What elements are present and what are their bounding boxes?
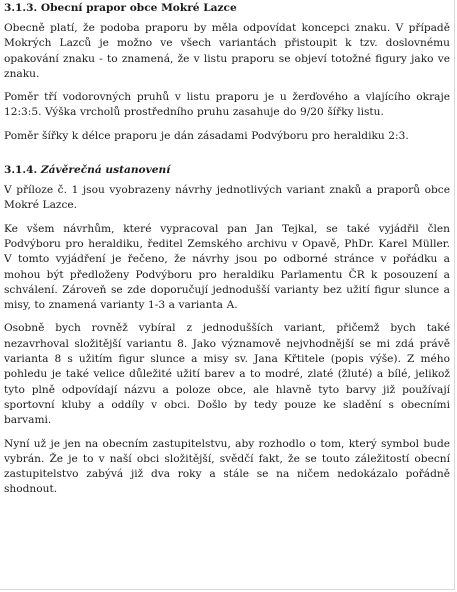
section-number: 3.1.4. <box>4 164 38 177</box>
section-title: Obecní prapor obce Mokré Lazce <box>40 2 237 14</box>
paragraph: Osobně bych rovněž vybíral z jednodušších variant, přičemž bych také nezavrhoval složitější variantu 8. Jako významově nejvhodnější se mi zdá právě varianta 8 s užitím figur slunce a misy sv. Jana Křtitele (popis výše). Z mého pohledu je také velice důležité užití barev a to modré, zlaté (žluté) a bílé, jelikož tyto plně odpovídají názvu a poloze obce, ale hlavně tyto barvy již používají sportovní kluby a oddíly v obci. Došlo by tedy pouze ke sladění s obecními barvami. <box>4 322 450 427</box>
paragraph: Nyní už je jen na obecním zastupitelstvu, aby rozhodlo o tom, který symbol bude vybrán. Že je to v naší obci složitější, svědčí fakt, že se touto záležitostí obecní zastupitelstvo zabývá již dva roky a stále se na ničem nedokázalo pořádně shodnout. <box>4 437 450 496</box>
paragraph: Ke všem návrhům, které vypracoval pan Jan Tejkal, se také vyjádřil člen Podvýboru pro heraldiku, ředitel Zemského archivu v Opavě, PhDr. Karel Müller. V tomto vyjádření je řečeno, že návrhy jsou po odborné stránce v pořádku a mohou být předloženy Podvýboru pro heraldiku Parlamentu ČR k posouzení a schválení. Zároveň se zde doporučují jednodušší varianty bez užití figur slunce a misy, to znamená varianty 1-3 a varianta A. <box>4 222 450 312</box>
section-title: Závěrečná ustanovení <box>40 164 171 177</box>
paragraph: Poměr tří vodorovných pruhů v listu praporu je u žerďového a vlajícího okraje 12:3:5. Výška vrcholů prostředního pruhu zasahuje do 9/20 šířky listu. <box>4 91 450 119</box>
section-number: 3.1.3. <box>4 2 38 14</box>
section-heading-final <box>4 163 450 178</box>
paragraph: Obecně platí, že podoba praporu by měla odpovídat koncepci znaku. V případě Mokrých Lazců je možno ve všech variantách přistoupit k tzv. doslovnému opakování znaku - to znamená, že v listu praporu se objeví totožné figury jako ve znaku. <box>4 22 450 80</box>
section-heading-flag <box>4 1 450 16</box>
paragraph: V příloze č. 1 jsou vyobrazeny návrhy jednotlivých variant znaků a praporů obce Mokré Lazce. <box>4 184 450 212</box>
paragraph: Poměr šířky k délce praporu je dán zásadami Podvýboru pro heraldiku 2:3. <box>4 129 409 142</box>
